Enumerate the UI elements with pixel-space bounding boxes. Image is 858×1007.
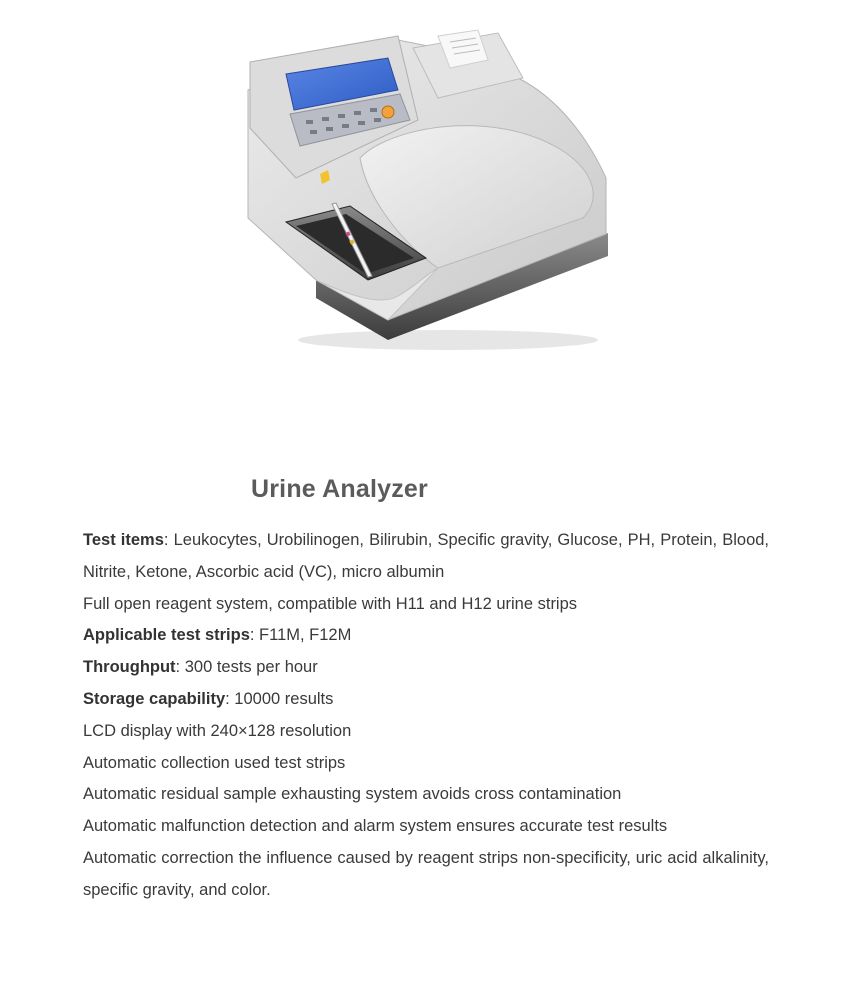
spec-item-malfunction-detection [83,811,769,843]
spec-text: LCD display with 240×128 resolution [83,721,352,740]
spec-item-storage [83,684,769,716]
urine-analyzer-illustration [238,28,618,353]
spec-label: Applicable test strips [83,626,250,645]
spec-text: : 300 tests per hour [175,658,318,677]
spec-label: Storage capability [83,689,226,708]
spec-text: Automatic collection used test strips [83,753,346,772]
product-image [238,28,618,353]
spec-label: Test items [83,531,164,549]
spec-item-residual-sample [83,779,769,811]
spec-list [83,525,769,907]
page-title: Urine Analyzer [251,475,428,503]
spec-text: Automatic correction the influence caused by reagent strips non-specificity, uric acid alkalinity, specific gravity, and color. [83,848,769,899]
spec-text: : Leukocytes, Urobilinogen, Bilirubin, Specific gravity, Glucose, PH, Protein, Blood, Nitrite, Ketone, Ascorbic acid (VC), micro albumin [83,531,770,581]
spec-item-lcd-display [83,716,769,748]
spec-label: Throughput [83,658,176,677]
spec-item-test-items [83,525,769,589]
spec-text: : 10000 results [225,689,334,708]
spec-text: Automatic residual sample exhausting system avoids cross contamination [83,785,622,804]
spec-item-auto-correction [83,843,769,907]
spec-text: : F11M, F12M [249,626,352,645]
spec-item-throughput [83,652,769,684]
spec-item-reagent-system [83,589,769,621]
spec-text: Full open reagent system, compatible with H11 and H12 urine strips [83,594,578,613]
spec-item-applicable-strips [83,620,769,652]
spec-item-strip-collection [83,748,769,780]
spec-text: Automatic malfunction detection and alarm system ensures accurate test results [83,817,668,836]
